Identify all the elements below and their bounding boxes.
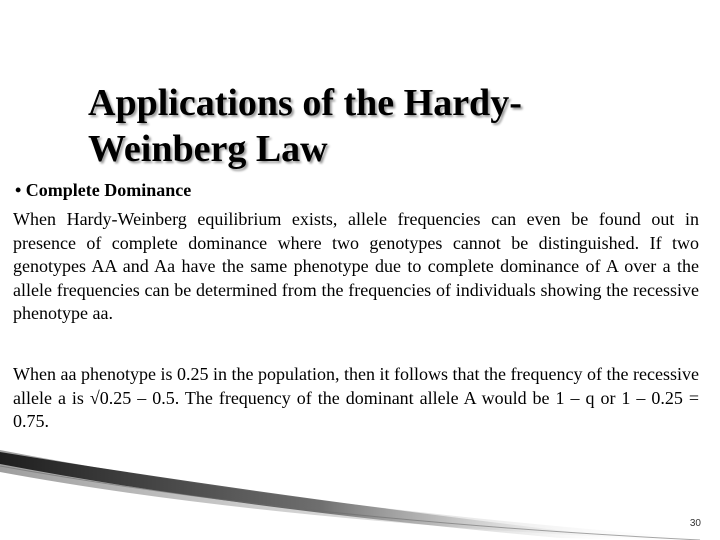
decorative-swoosh bbox=[0, 450, 720, 540]
slide-title-line-2: Weinberg Law bbox=[88, 128, 328, 170]
paragraph-complete-dominance: When Hardy-Weinberg equilibrium exists, allele frequencies can even be found out in presence of complete dominance where two genotypes cannot be distinguished. If two genotypes AA and Aa have the same phenotype due to complete dominance of A over a the allele frequencies can be determined from the frequencies of individuals showing the recessive phenotype aa. bbox=[13, 209, 699, 323]
slide-title bbox=[88, 80, 688, 172]
bullet-heading: • Complete Dominance bbox=[15, 180, 192, 200]
paragraph-example-calculation: When aa phenotype is 0.25 in the population, then it follows that the frequency of the recessive allele a is √0.25 – 0.5. The frequency of the dominant allele A would be 1 – q or 1 – 0.25 = 0.75. bbox=[13, 364, 699, 431]
slide-title-line-1: Applications of the Hardy- bbox=[88, 82, 522, 124]
page-number: 30 bbox=[689, 518, 701, 529]
swoosh-light-band bbox=[0, 450, 720, 540]
